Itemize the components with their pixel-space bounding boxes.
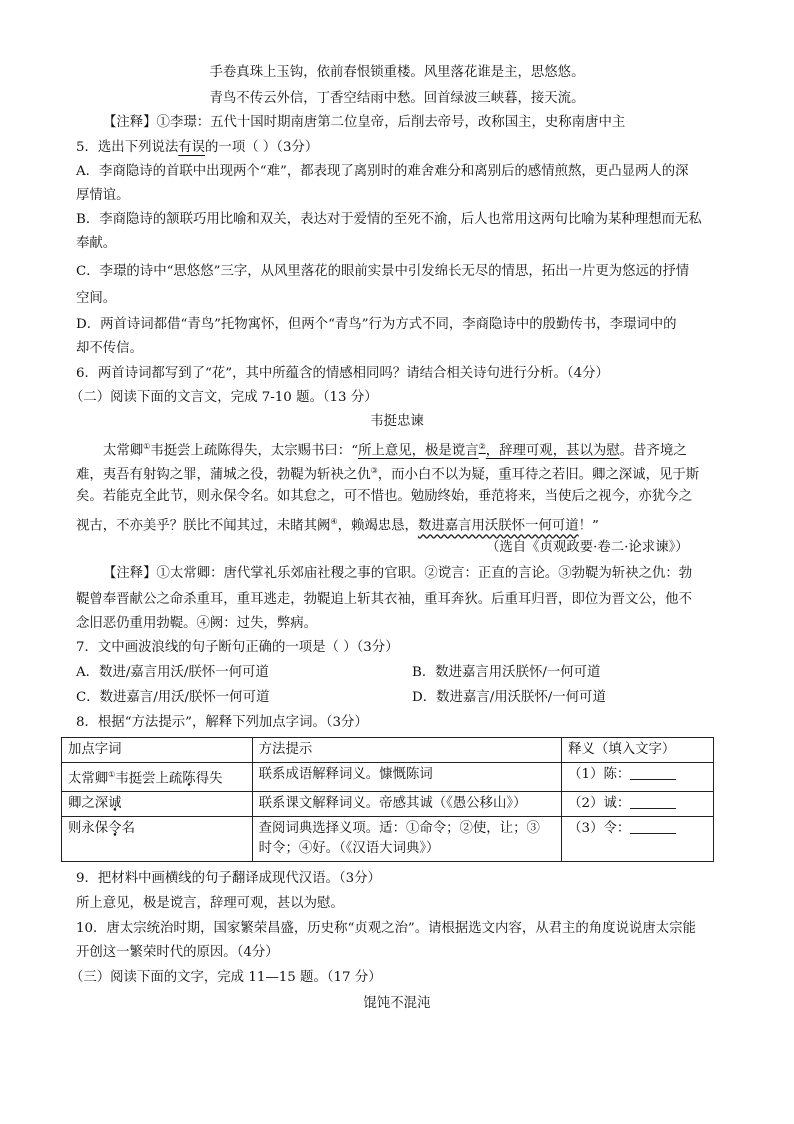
passage-text: 。昔齐境之 <box>619 443 687 459</box>
word-text: 得失 <box>195 771 223 787</box>
passage-note-3: 念旧恶仍重用勃鞮。④阙：过失，弊病。 <box>76 616 318 631</box>
q5-option-d-line1: D．两首诗词都借“青鸟”托物寓怀，但两个“青鸟”行为方式不同，李商隐诗中的殷勤传书，李璟词中的 <box>76 317 677 332</box>
hint-line: 时令；④好。（《汉语大词典》） <box>258 841 440 857</box>
q6-stem: 6．两首诗词都写到了“花”，其中所蕴含的情感相同吗？请结合相关诗句进行分析。（4分） <box>76 366 609 381</box>
underlined-sentence: 所上意见，极是谠言 <box>358 443 479 459</box>
q8-stem: 8．根据“方法提示”，解释下列加点字词。（3分） <box>76 715 368 730</box>
underlined-sentence: ，辞理可观，甚以为慰 <box>485 443 620 459</box>
q7-stem-b: 的一项是（ ）（3分） <box>272 640 399 655</box>
passage-title: 韦挺忠谏 <box>370 414 424 429</box>
q5-option-c-line2: 空间。 <box>76 291 117 306</box>
poem-line-2: 青鸟不传云外信，丁香空结雨中愁。回首绿波三峡暮，接天流。 <box>209 91 585 106</box>
header-word: 加点字词 <box>62 738 253 763</box>
answer-label: （3）令： <box>568 821 631 837</box>
table-row <box>62 763 714 792</box>
passage-line-2 <box>76 461 699 485</box>
q5-stem-b: 的一项（ ）（3分） <box>205 140 319 155</box>
q7-option-c: C．数进嘉言/用沃/朕怀一何可道 <box>76 690 270 705</box>
q5-option-b-line1: B．李商隐诗的颔联巧用比喻和双关，表达对于爱情的至死不渝，后人也常用这两句比喻为某种理想而无私 <box>76 212 702 227</box>
q7-option-d: D．数进嘉言/用沃朕怀/一何可道 <box>412 690 606 705</box>
answer-cell <box>562 817 714 862</box>
footnote-mark: ③ <box>370 466 378 475</box>
header-answer: 释义（填入文字） <box>562 738 714 763</box>
word-text: 则永保 <box>68 821 109 837</box>
footnote-mark: ① <box>143 442 151 451</box>
q5-stem-a: 5．选出下列说法 <box>76 140 179 155</box>
hint-cell: 联系成语解释词义。慷慨陈词 <box>252 763 561 792</box>
word-text: 名 <box>121 821 135 837</box>
word-cell <box>62 817 253 862</box>
answer-label: （2）诚： <box>568 796 631 812</box>
passage-text: ，而小白不以为疑，重耳待之若旧。卿之深诚，见于斯 <box>377 467 700 483</box>
hint-cell <box>252 817 561 862</box>
footnote-mark: ② <box>478 442 486 451</box>
word-text: 卿之深 <box>68 796 109 812</box>
section2-heading: （二）阅读下面的文言文，完成 7-10 题。（13 分） <box>70 390 378 405</box>
q5-option-a-line2: 厚情谊。 <box>76 188 130 203</box>
hint-cell: 联系课文解释词义。帝感其诚（《愚公移山》） <box>252 792 561 817</box>
q10-line-1: 10．唐太宗统治时期，国家繁荣昌盛，历史称“贞观之治”。请根据选文内容，从君主的角度说说唐太宗能 <box>76 921 696 936</box>
q5-stem-mark: 有误 <box>178 140 206 155</box>
word-cell <box>62 792 253 817</box>
poem-note: 【注释】①李璟：五代十国时期南唐第二位皇帝，后削去帝号，改称国主，史称南唐中主 <box>103 115 626 130</box>
answer-label: （1）陈： <box>568 767 631 782</box>
passage-line-1 <box>103 437 687 461</box>
poem-line-1: 手卷真珠上玉钩，依前春恨锁重楼。风里落花谁是主，思悠悠。 <box>209 65 585 80</box>
q5-stem <box>76 138 318 158</box>
passage-note-1: 【注释】①太常卿：唐代掌礼乐郊庙社稷之事的官职。②谠言：正直的言论。③勃鞮为斩袂之仇：勃 <box>103 566 693 581</box>
footnote-mark: ④ <box>330 517 338 526</box>
q5-option-a-line1: A．李商隐诗的首联中出现两个“难”，都表现了离别时的难舍难分和离别后的感情煎熬，更凸显两人的深 <box>76 164 689 179</box>
hint-line: 查阅词典选择义项。适：①命令；②使，让；③ <box>258 821 540 837</box>
section3-heading: （三）阅读下面的文字，完成 11—15 题。（17 分） <box>70 970 382 985</box>
answer-blank[interactable] <box>630 820 676 834</box>
dotted-character: 陈 <box>182 771 196 787</box>
header-hint: 方法提示 <box>252 738 561 763</box>
q7-option-b: B．数进嘉言用沃朕怀/一何可道 <box>412 665 601 680</box>
q10-line-2: 开创这一繁荣时代的原因。（4分） <box>76 945 279 960</box>
dotted-character: 诚 <box>108 796 122 812</box>
section3-title: 馄饨不混沌 <box>363 996 431 1011</box>
passage-text: ！” <box>578 518 599 534</box>
passage-line-3: 矣。若能克全此节，则永保令名。如其怠之，可不惜也。勉励终始，垂范将来，当使后之视今，亦犹今之 <box>76 489 692 504</box>
passage-text: 难，夷吾有射钩之罪，蒲城之役，勃鞮为斩袂之仇 <box>76 467 371 483</box>
word-text: 太常卿 <box>68 771 109 787</box>
q7-stem-mark: 正确 <box>245 640 272 655</box>
answer-blank[interactable] <box>630 766 676 780</box>
wavy-underlined-sentence: 数进嘉言用沃朕怀一何可道 <box>417 518 579 534</box>
q7-option-a: A．数进/嘉言用沃/朕怀一何可道 <box>76 665 269 680</box>
table-header-row <box>62 738 714 763</box>
q5-option-b-line2: 奉献。 <box>76 236 117 251</box>
q9-sentence: 所上意见，极是谠言，辞理可观，甚以为慰。 <box>76 896 344 911</box>
passage-source: （选自《贞观政要·卷二·论求谏》） <box>486 540 689 555</box>
passage-line-4 <box>76 512 599 536</box>
passage-text: ，赖竭忠恳， <box>337 518 418 534</box>
q5-option-d-line2: 却不传信。 <box>76 341 143 356</box>
answer-cell <box>562 792 714 817</box>
passage-text: 韦挺尝上疏陈得失，太宗赐书曰：“ <box>150 443 359 459</box>
q8-table <box>61 737 714 862</box>
table-row <box>62 817 714 862</box>
answer-cell <box>562 763 714 792</box>
dotted-character: 令 <box>108 821 122 837</box>
q7-stem-a: 7．文中画波浪线的句子断句 <box>76 640 246 655</box>
q9-stem: 9．把材料中画横线的句子翻译成现代汉语。（3分） <box>76 871 381 886</box>
q7-stem <box>76 638 399 658</box>
q5-option-c-line1: C．李璟的诗中“思悠悠”三字，从风里落花的眼前实景中引发绵长无尽的情思，拓出一片更为悠远的抒情 <box>76 264 690 279</box>
answer-blank[interactable] <box>630 795 676 809</box>
word-text: 韦挺尝上疏 <box>115 771 183 787</box>
word-cell <box>62 763 253 792</box>
passage-text: 太常卿 <box>103 443 144 459</box>
passage-text: 视古，不亦美乎？朕比不闻其过，未睹其阙 <box>76 518 331 534</box>
passage-note-2: 鞮曾奉晋献公之命杀重耳，重耳逃走，勃鞮追上斩其衣袖，重耳奔狄。后重耳归晋，即位为晋文公，他不 <box>76 592 692 607</box>
footnote-mark: ① <box>108 770 116 779</box>
table-row <box>62 792 714 817</box>
